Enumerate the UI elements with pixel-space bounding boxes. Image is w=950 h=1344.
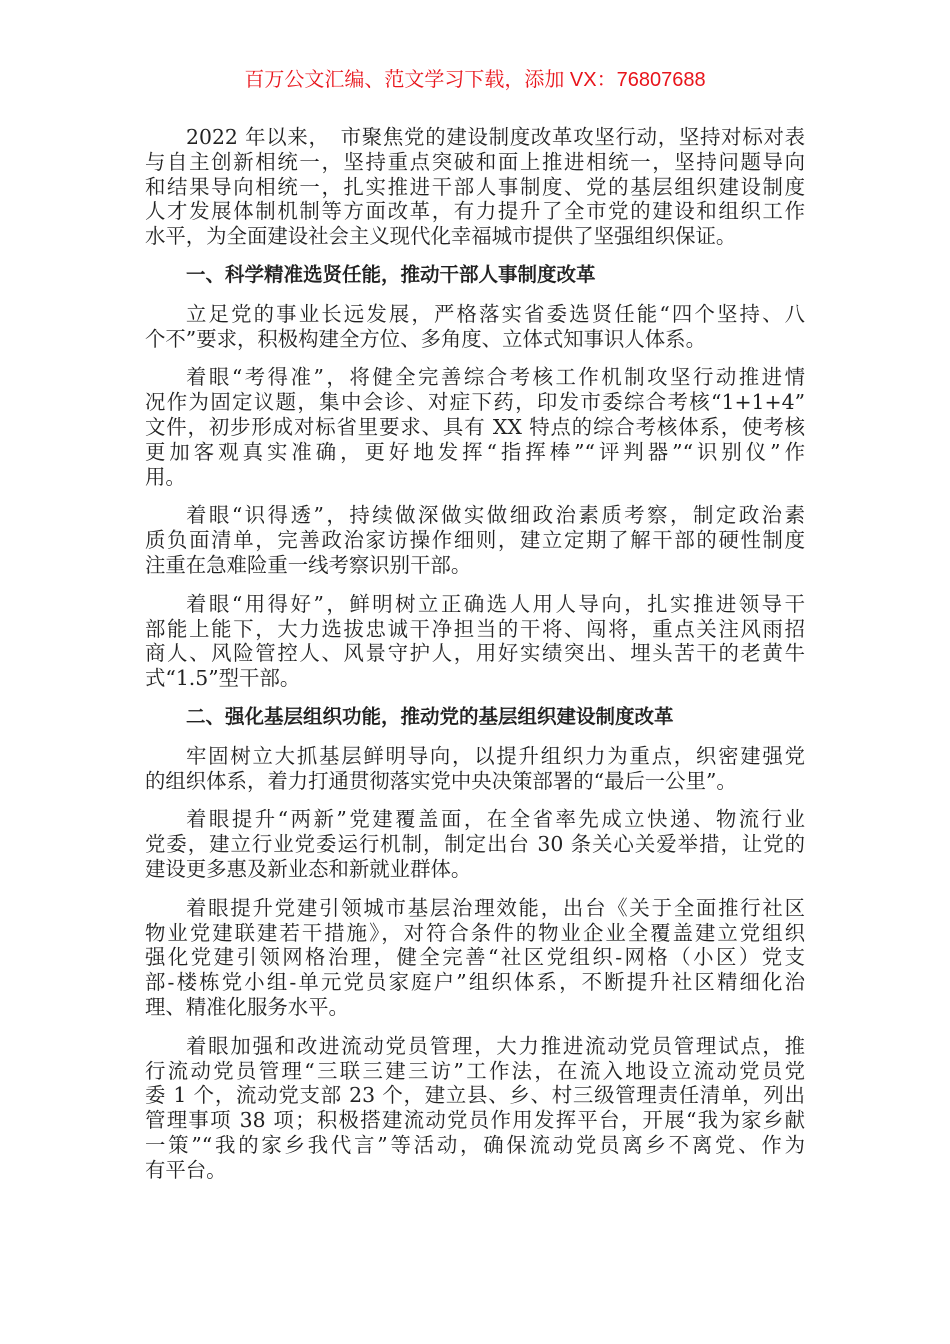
text-line: 有平台。	[145, 1157, 227, 1182]
text-line: 商人、风险管控人、风景守护人，用好实绩突出、埋头苦干的老黄牛	[145, 641, 805, 666]
text-line: 用。	[145, 464, 186, 489]
text-line: 理、精准化服务水平。	[145, 994, 349, 1019]
text-line: 管理事项 38 项；积极搭建流动党员作用发挥平台，开展“我为家乡献	[145, 1108, 805, 1133]
paragraph	[145, 592, 805, 691]
text-line: 部-楼栋党小组-单元党员家庭户”组织体系，不断提升社区精细化治	[145, 970, 805, 995]
text-line: 着眼加强和改进流动党员管理，大力推进流动党员管理试点，推	[186, 1033, 805, 1058]
text-line: 立足党的事业长远发展，严格落实省委选贤任能“四个坚持、八	[186, 301, 805, 326]
text-line: 文件，初步形成对标省里要求、具有 XX 特点的综合考核体系，使考核	[145, 414, 805, 439]
text-line: 和结果导向相统一，扎实推进干部人事制度、党的基层组织建设制度	[145, 174, 805, 199]
text-line: 式“1.5”型干部。	[145, 666, 301, 691]
paragraph	[145, 503, 805, 577]
text-line: 牢固树立大抓基层鲜明导向，以提升组织力为重点，织密建强党	[186, 743, 805, 768]
text-line: 个不”要求，积极构建全方位、多角度、立体式知事识人体系。	[145, 326, 706, 351]
watermark-banner: 百万公文汇编、范文学习下载，添加 VX：76807688	[244, 69, 706, 91]
text-line: 况作为固定议题，集中会诊、对症下药，印发市委综合考核“1+1+4”	[145, 390, 805, 415]
text-line: 一、科学精准选贤任能，推动干部人事制度改革	[186, 262, 596, 286]
document-body	[145, 125, 805, 1182]
text-line: 强化党建引领网格治理，健全完善“社区党组织-网格（小区）党支	[145, 945, 805, 970]
section-heading	[145, 705, 805, 730]
text-line: 着眼“用得好”，鲜明树立正确选人用人导向，扎实推进领导干	[186, 591, 805, 616]
text-line: 着眼提升党建引领城市基层治理效能，出台《关于全面推行社区	[186, 895, 805, 920]
section-heading	[145, 263, 805, 288]
paragraph	[145, 807, 805, 881]
text-line: 质负面清单，完善政治家访操作细则，建立定期了解干部的硬性制度	[145, 528, 805, 553]
text-line: 部能上能下，大力选拔忠诚干净担当的干将、闯将，重点关注风雨招	[145, 616, 805, 641]
text-line: 二、强化基层组织功能，推动党的基层组织建设制度改革	[186, 704, 674, 728]
text-line: 水平，为全面建设社会主义现代化幸福城市提供了坚强组织保证。	[145, 224, 737, 249]
text-line: 委 1 个，流动党支部 23 个，建立县、乡、村三级管理责任清单，列出	[145, 1083, 805, 1108]
text-line: 2022 年以来， 市聚焦党的建设制度改革攻坚行动，坚持对标对表	[186, 125, 805, 149]
text-line: 着眼“识得透”，持续做深做实做细政治素质考察，制定政治素	[186, 503, 805, 528]
paragraph	[145, 1034, 805, 1183]
paragraph	[145, 896, 805, 1020]
text-line: 更加客观真实准确，更好地发挥“指挥棒”“评判器”“识别仪”作	[145, 439, 805, 464]
text-line: 物业党建联建若干措施》，对符合条件的物业企业全覆盖建立党组织	[145, 920, 805, 945]
text-line: 与自主创新相统一，坚持重点突破和面上推进相统一，坚持问题导向	[145, 149, 805, 174]
text-line: 一策”“我的家乡我代言”等活动，确保流动党员离乡不离党、作为	[145, 1132, 805, 1157]
text-line: 着眼提升“两新”党建覆盖面，在全省率先成立快递、物流行业	[186, 807, 805, 832]
text-line: 人才发展体制机制等方面改革，有力提升了全市党的建设和组织工作	[145, 199, 805, 224]
paragraph	[145, 365, 805, 489]
paragraph	[145, 744, 805, 794]
paragraph	[145, 302, 805, 352]
text-line: 的组织体系，着力打通贯彻落实党中央决策部署的“最后一公里”。	[145, 768, 737, 793]
text-line: 注重在急难险重一线考察识别干部。	[145, 552, 472, 577]
text-line: 行流动党员管理“三联三建三访”工作法，在流入地设立流动党员党	[145, 1058, 805, 1083]
text-line: 建设更多惠及新业态和新就业群体。	[145, 856, 472, 881]
text-line: 党委，建立行业党委运行机制，制定出台 30 条关心关爱举措，让党的	[145, 832, 805, 857]
text-line: 着眼“考得准”，将健全完善综合考核工作机制攻坚行动推进情	[186, 365, 805, 390]
paragraph	[145, 125, 805, 249]
